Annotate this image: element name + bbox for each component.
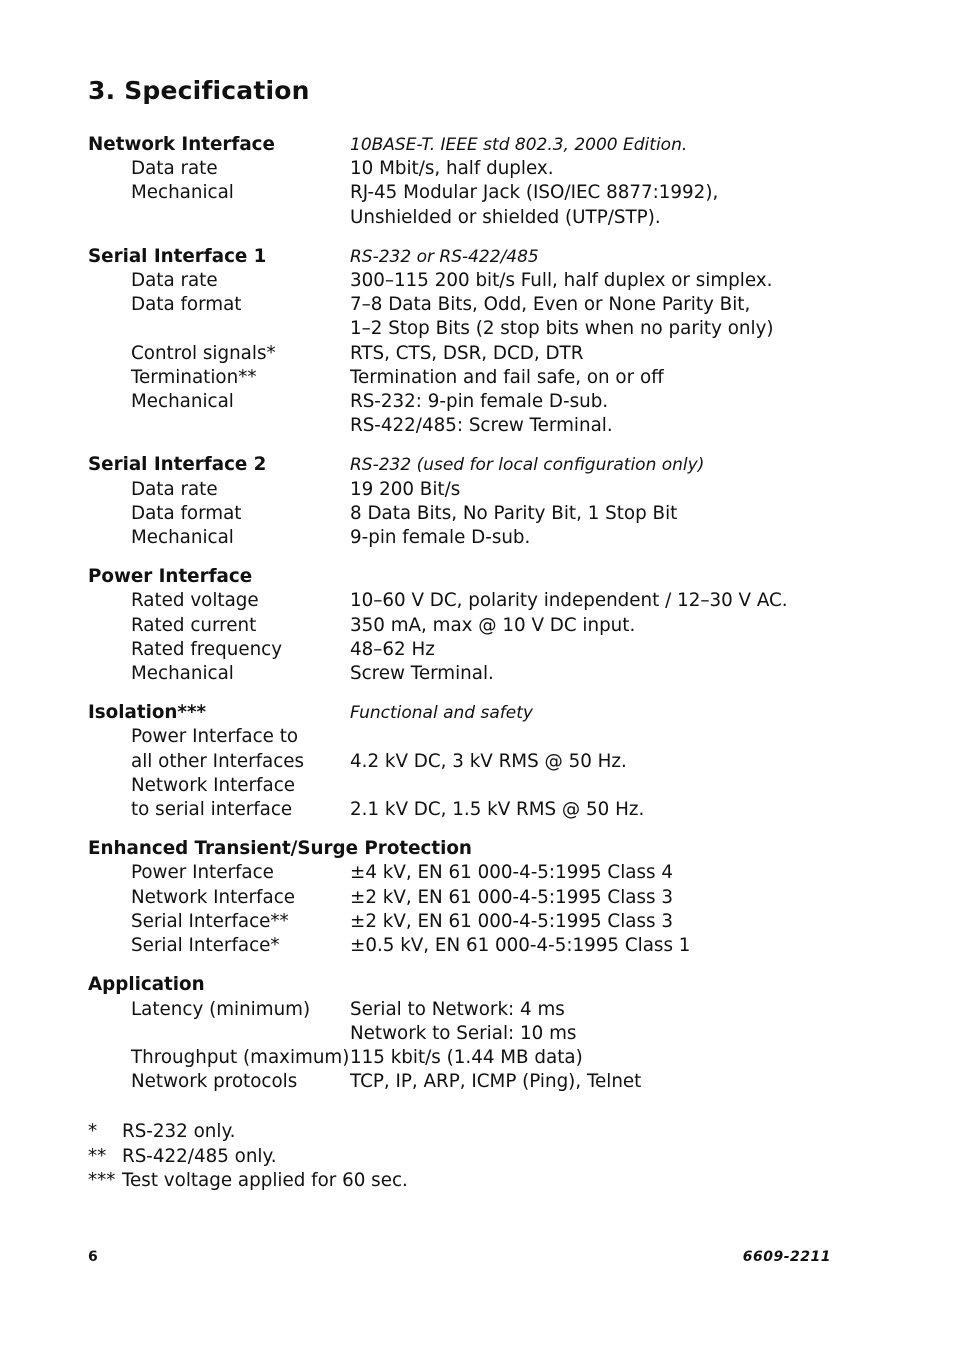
- spec-row: [88, 317, 908, 341]
- spec-value: 4.2 kV DC, 3 kV RMS @ 50 Hz.: [350, 750, 627, 772]
- spec-value: ±0.5 kV, EN 61 000-4-5:1995 Class 1: [350, 935, 691, 957]
- page-number: 6: [88, 1249, 98, 1265]
- spec-row: [88, 390, 908, 414]
- spec-label: Latency (minimum): [131, 998, 311, 1020]
- spec-value: 9-pin female D-sub.: [350, 527, 531, 549]
- spec-row: [88, 886, 908, 910]
- spec-label: to serial interface: [131, 799, 293, 821]
- section-serial-interface-1: [88, 245, 908, 439]
- section-heading-value: Functional and safety: [350, 703, 533, 724]
- spec-value: 1–2 Stop Bits (2 stop bits when no parity only): [350, 318, 774, 340]
- spec-value: 300–115 200 bit/s Full, half duplex or simplex.: [350, 270, 773, 292]
- section-heading-row: [88, 565, 908, 589]
- spec-label: Mechanical: [131, 182, 234, 204]
- section-heading-row: [88, 701, 908, 725]
- spec-label: Data format: [131, 502, 242, 524]
- spec-label: all other Interfaces: [131, 750, 305, 772]
- section-power-interface: [88, 565, 908, 686]
- section-heading-row: [88, 245, 908, 269]
- spec-label: Mechanical: [131, 391, 234, 413]
- spec-value: ±4 kV, EN 61 000-4-5:1995 Class 4: [350, 862, 673, 884]
- spec-label: Power Interface: [131, 862, 274, 884]
- spec-row: [88, 478, 908, 502]
- footnote-text: RS-422/485 only.: [122, 1145, 277, 1167]
- section-heading: Enhanced Transient/Surge Protection: [88, 838, 472, 860]
- section-heading: Serial Interface 2: [88, 454, 267, 476]
- document-code: 6609-2211: [742, 1249, 831, 1265]
- spec-label: [88, 414, 350, 438]
- spec-value: [350, 774, 908, 798]
- spec-label: Control signals*: [131, 342, 276, 364]
- spec-value: Serial to Network: 4 ms: [350, 998, 565, 1020]
- spec-label: Rated frequency: [131, 638, 283, 660]
- page-title: 3. Specification: [88, 76, 310, 105]
- section-network-interface: [88, 133, 908, 230]
- spec-value: Termination and fail safe, on or off: [350, 366, 664, 388]
- spec-row: [88, 366, 908, 390]
- section-isolation: [88, 701, 908, 822]
- footnote: [88, 1169, 408, 1194]
- spec-row: [88, 181, 908, 205]
- footnote-mark: **: [88, 1145, 107, 1167]
- spec-value: RTS, CTS, DSR, DCD, DTR: [350, 342, 584, 364]
- spec-value: RJ-45 Modular Jack (ISO/IEC 8877:1992),: [350, 182, 719, 204]
- section-heading: Power Interface: [88, 566, 253, 588]
- spec-row: [88, 614, 908, 638]
- spec-label: Termination**: [131, 366, 257, 388]
- spec-label: [88, 206, 350, 230]
- spec-label: Network protocols: [131, 1071, 298, 1093]
- spec-row: [88, 1046, 908, 1070]
- footnote-text: Test voltage applied for 60 sec.: [122, 1170, 408, 1191]
- spec-value: Unshielded or shielded (UTP/STP).: [350, 206, 661, 228]
- spec-value: Screw Terminal.: [350, 663, 494, 685]
- spec-row: [88, 206, 908, 230]
- spec-label: Data format: [131, 294, 242, 316]
- spec-row: [88, 342, 908, 366]
- spec-label: Power Interface to: [131, 726, 299, 748]
- section-heading-value: RS-232 or RS-422/485: [350, 246, 539, 267]
- footnote: [88, 1120, 408, 1145]
- spec-row: [88, 750, 908, 774]
- spec-row: [88, 861, 908, 885]
- spec-row: [88, 502, 908, 526]
- spec-label: [88, 1022, 350, 1046]
- spec-value: 19 200 Bit/s: [350, 478, 461, 500]
- spec-row: [88, 774, 908, 798]
- spec-label: Rated current: [131, 614, 257, 636]
- spec-row: [88, 910, 908, 934]
- spec-row: [88, 157, 908, 181]
- spec-row: [88, 1070, 908, 1094]
- section-heading: Serial Interface 1: [88, 245, 267, 267]
- section-application: [88, 973, 908, 1094]
- spec-label: Serial Interface*: [131, 935, 280, 957]
- spec-label: [88, 317, 350, 341]
- spec-label: Data rate: [131, 270, 218, 292]
- footnotes: [88, 1120, 408, 1194]
- spec-label: Rated voltage: [131, 590, 259, 612]
- spec-label: Network Interface: [131, 886, 295, 908]
- section-heading-row: [88, 973, 908, 997]
- spec-row: [88, 269, 908, 293]
- footnote-text: RS-232 only.: [122, 1121, 236, 1142]
- section-heading: Isolation***: [88, 702, 207, 724]
- footnote: [88, 1145, 408, 1170]
- spec-row: [88, 798, 908, 822]
- spec-label: Data rate: [131, 158, 218, 180]
- spec-value: 7–8 Data Bits, Odd, Even or None Parity Bit,: [350, 294, 751, 316]
- spec-row: [88, 638, 908, 662]
- spec-value: 10–60 V DC, polarity independent / 12–30 V AC.: [350, 590, 788, 612]
- section-surge-protection: [88, 837, 908, 958]
- section-heading-value: 10BASE-T. IEEE std 802.3, 2000 Edition.: [350, 135, 688, 155]
- section-heading-row: [88, 133, 908, 157]
- section-serial-interface-2: [88, 453, 908, 550]
- spec-label: Mechanical: [131, 527, 234, 549]
- spec-value: 48–62 Hz: [350, 638, 435, 660]
- spec-row: [88, 414, 908, 438]
- spec-label: Serial Interface**: [131, 910, 289, 932]
- section-heading: Application: [88, 974, 205, 996]
- spec-value: RS-232: 9-pin female D-sub.: [350, 391, 609, 413]
- section-heading-value: RS-232 (used for local configuration only): [350, 455, 705, 476]
- footnote-mark: ***: [88, 1170, 116, 1191]
- spec-value: 8 Data Bits, No Parity Bit, 1 Stop Bit: [350, 502, 678, 524]
- section-heading: Network Interface: [88, 134, 275, 155]
- spec-row: [88, 1022, 908, 1046]
- footnote-mark: *: [88, 1121, 98, 1142]
- spec-value: [350, 725, 908, 749]
- spec-value: ±2 kV, EN 61 000-4-5:1995 Class 3: [350, 910, 673, 932]
- spec-row: [88, 662, 908, 686]
- spec-value: ±2 kV, EN 61 000-4-5:1995 Class 3: [350, 886, 673, 908]
- section-heading-row: [88, 837, 908, 861]
- spec-value: TCP, IP, ARP, ICMP (Ping), Telnet: [350, 1071, 642, 1093]
- spec-value: 2.1 kV DC, 1.5 kV RMS @ 50 Hz.: [350, 799, 645, 821]
- spec-label: Data rate: [131, 478, 218, 500]
- spec-row: [88, 934, 908, 958]
- spec-value: 10 Mbit/s, half duplex.: [350, 158, 554, 180]
- section-heading-value: [350, 973, 908, 997]
- spec-row: [88, 293, 908, 317]
- spec-value: Network to Serial: 10 ms: [350, 1022, 577, 1044]
- spec-label: Network Interface: [131, 774, 295, 796]
- spec-label: Throughput (maximum): [131, 1046, 350, 1068]
- spec-row: [88, 998, 908, 1022]
- specification-table: [88, 133, 908, 1109]
- section-heading-value: [350, 565, 908, 589]
- section-heading-row: [88, 453, 908, 477]
- spec-value: 115 kbit/s (1.44 MB data): [350, 1046, 583, 1068]
- spec-value: RS-422/485: Screw Terminal.: [350, 415, 613, 437]
- spec-label: Mechanical: [131, 663, 234, 685]
- spec-value: 350 mA, max @ 10 V DC input.: [350, 614, 636, 636]
- spec-row: [88, 526, 908, 550]
- spec-row: [88, 589, 908, 613]
- spec-row: [88, 725, 908, 749]
